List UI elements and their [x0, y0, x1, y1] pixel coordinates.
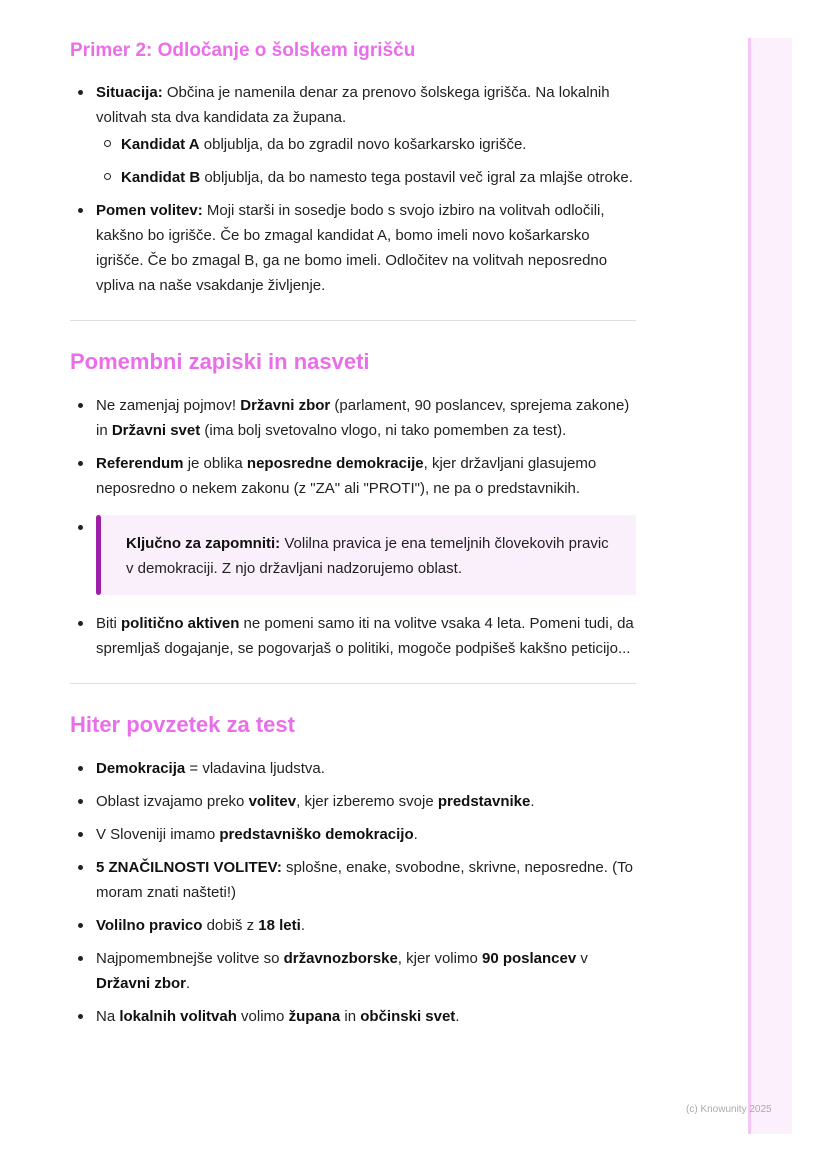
body-text: ne pomeni samo iti na volitve vsaka 4 leta. Pomeni tudi, da spremljaš dogajanje, se pogovarjaš o politiki, mogoče podpišeš kakšno peticijo... [96, 615, 634, 657]
body-text: = vladavina ljudstva. [185, 760, 325, 777]
body-text: . [186, 975, 191, 992]
list-item-summary-2 [70, 789, 636, 814]
bold-text: predstavnike [437, 793, 531, 810]
bold-text: Pomen volitev: [96, 202, 203, 219]
bold-text: 18 leti [258, 917, 301, 934]
bold-text: 90 poslancev [481, 950, 577, 967]
body-text: (ima bolj svetovalno vlogo, ni tako pomemben za test). [200, 422, 567, 439]
bold-text: politično aktiven [121, 615, 240, 632]
summary-list [70, 756, 636, 1029]
bold-text: Volilno pravico [96, 917, 203, 934]
bold-text: občinski svet [360, 1008, 456, 1025]
body-text: Biti [96, 615, 122, 632]
candidate-list [96, 132, 636, 190]
body-text: (parlament, 90 poslancev, sprejema zakone) in [96, 397, 630, 439]
body-text: Najpomembnejše volitve so [96, 950, 284, 967]
body-text: in [340, 1008, 361, 1025]
list-item-meaning [70, 198, 636, 298]
body-text: . [413, 826, 418, 843]
body-text: Občina je namenila denar za prenovo šolskega igrišča. Na lokalnih volitvah sta dva kandidata za župana. [96, 84, 610, 126]
body-text: . [300, 917, 305, 934]
list-item-candidate-a [96, 132, 636, 157]
bold-text: predstavniško demokracijo [219, 826, 414, 843]
list-item-summary-1 [70, 756, 636, 781]
body-text: splošne, enake, svobodne, skrivne, neposredne. (To moram znati našteti!) [96, 859, 633, 901]
body-text: v [576, 950, 588, 967]
list-item-notes-1 [70, 393, 636, 443]
bold-text: Demokracija [96, 760, 186, 777]
bold-text: volitev [248, 793, 297, 810]
example-list [70, 80, 636, 298]
bold-text: Situacija: [96, 84, 163, 101]
bold-text: lokalnih volitvah [119, 1008, 237, 1025]
bold-text: župana [288, 1008, 341, 1025]
bold-text: neposredne demokracije [246, 455, 424, 472]
body-text: Ne zamenjaj pojmov! [96, 397, 241, 414]
section-title-summary: Hiter povzetek za test [70, 712, 295, 737]
body-text: , kjer izberemo svoje [296, 793, 438, 810]
body-text: dobiš z [202, 917, 259, 934]
body-text: , kjer državljani glasujemo neposredno o nekem zakonu (z "ZA" ali "PROTI"), ne pa o predstavnikih. [96, 455, 597, 497]
body-text: Oblast izvajamo preko [96, 793, 249, 810]
bold-text: državnozborske [283, 950, 398, 967]
section-divider [70, 683, 636, 684]
list-item-notes-2 [70, 451, 636, 501]
body-text: volimo [236, 1008, 289, 1025]
section-title-example: Primer 2: Odločanje o šolskem igrišču [70, 40, 416, 61]
body-text: Volilna pravica je ena temeljnih človekovih pravic v demokraciji. Z njo državljani nadzorujemo oblast. [126, 535, 609, 577]
list-item-notes-4 [70, 611, 636, 661]
list-item-callout [70, 515, 636, 595]
list-item-candidate-b [96, 165, 636, 190]
body-text: obljublja, da bo zgradil novo košarkarsko igrišče. [199, 136, 527, 153]
section-title-notes: Pomembni zapiski in nasveti [70, 349, 370, 374]
body-text: . [530, 793, 535, 810]
notes-list [70, 393, 636, 661]
callout-accent-bar [96, 515, 101, 595]
list-item-summary-6 [70, 946, 636, 996]
bold-text: Državni zbor [240, 397, 331, 414]
document-content [70, 36, 636, 1037]
body-text: Na [96, 1008, 120, 1025]
section-divider [70, 320, 636, 321]
list-item-summary-7 [70, 1004, 636, 1029]
list-item-situation [70, 80, 636, 190]
list-item-summary-5 [70, 913, 636, 938]
body-text: obljublja, da bo namesto tega postavil več igral za mlajše otroke. [200, 169, 633, 186]
bold-text: Referendum [96, 455, 184, 472]
key-callout [96, 515, 636, 595]
margin-strip [748, 38, 792, 1134]
margin-line [748, 38, 751, 1134]
list-item-summary-3 [70, 822, 636, 847]
bold-text: Kandidat A [121, 136, 200, 153]
bold-text: Kandidat B [121, 169, 201, 186]
list-item-summary-4 [70, 855, 636, 905]
bold-text: Državni svet [111, 422, 201, 439]
body-text: V Sloveniji imamo [96, 826, 220, 843]
body-text: , kjer volimo [397, 950, 482, 967]
body-text: Moji starši in sosedje bodo s svojo izbiro na volitvah odločili, kakšno bo igrišče. Če bo zmagal kandidat A, bomo imeli novo košarkarsko igrišče. Če bo zmagal B, ga ne bomo imeli. Odločitev na volitvah neposredno vpliva na naše vsakdanje življenje. [96, 202, 608, 294]
bold-text: Državni zbor [96, 975, 187, 992]
bold-text: Ključno za zapomniti: [126, 535, 281, 552]
body-text: . [455, 1008, 460, 1025]
bold-text: 5 ZNAČILNOSTI VOLITEV: [96, 859, 282, 876]
copyright-footer: (c) Knowunity 2025 [686, 1104, 772, 1115]
body-text: je oblika [183, 455, 247, 472]
